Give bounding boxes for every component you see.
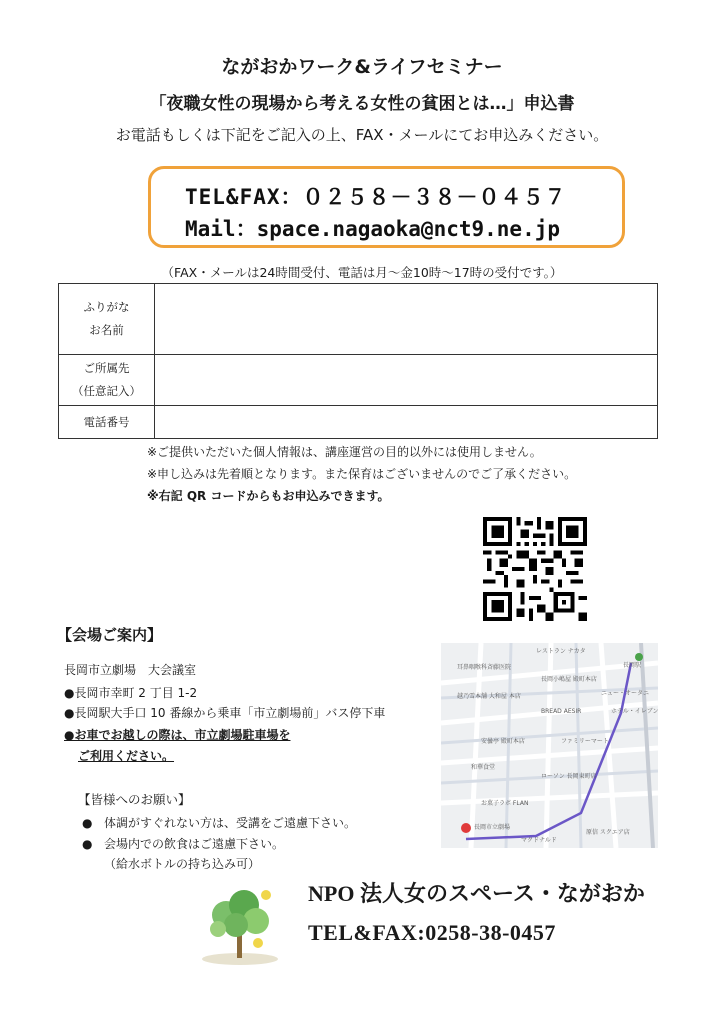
map-label: 原信 スクエア店 bbox=[586, 829, 630, 836]
map-label: マクドナルド bbox=[521, 837, 557, 844]
label-phone: 電話番号 bbox=[83, 414, 130, 429]
label-name: お名前 bbox=[89, 323, 124, 337]
map-label: お菓子ラボ FLAN bbox=[481, 800, 529, 807]
bullet-icon: ● bbox=[82, 837, 93, 851]
note-privacy: ※ご提供いただいた個人情報は、講座運営の目的以外には使用しません。 bbox=[147, 445, 542, 459]
qr-code[interactable] bbox=[483, 517, 587, 621]
map-label: 安曇亭 殿町本店 bbox=[481, 738, 525, 745]
request-item bbox=[82, 814, 356, 831]
form-row-name bbox=[59, 284, 657, 355]
instruction: お電話もしくは下記をご記入の上、FAX・メールにてお申込みください。 bbox=[115, 126, 609, 144]
venue-parking-2: ご利用ください。 bbox=[78, 749, 175, 763]
organization-name: NPO 法人女のスペース・ながおか bbox=[308, 881, 645, 906]
form-label bbox=[59, 284, 155, 354]
bullet-icon: ● bbox=[82, 816, 93, 830]
map-label: ニュー・オータニ bbox=[601, 690, 650, 697]
venue-pin-icon bbox=[461, 823, 471, 833]
map-label: ファミリーマート bbox=[561, 738, 609, 745]
map-label: ローソン 長岡東町店 bbox=[541, 773, 597, 780]
station-pin-icon bbox=[635, 653, 643, 661]
label-furigana: ふりがな bbox=[83, 300, 130, 314]
map-label: 耳鼻咽喉科斉藤医院 bbox=[457, 664, 512, 671]
map-label: ホテル・イレブン bbox=[611, 708, 658, 715]
map-label: レストラン ナカタ bbox=[536, 648, 586, 655]
label-optional: （任意記入） bbox=[72, 384, 141, 398]
seminar-title: 「夜職女性の現場から考える女性の貧困とは…」申込書 bbox=[149, 94, 575, 114]
venue-address: ●長岡市幸町 2 丁目 1-2 bbox=[64, 686, 198, 700]
label-affiliation: ご所属先 bbox=[83, 361, 130, 375]
venue-heading: 【会場ご案内】 bbox=[57, 626, 163, 644]
map-label: BREAD AESIR bbox=[541, 708, 582, 715]
form-row-affiliation bbox=[59, 355, 657, 406]
map-label: 長岡小嶋屋 殿町本店 bbox=[541, 676, 597, 683]
map-label: 長岡市立劇場 bbox=[474, 824, 511, 831]
map-label: 和華食堂 bbox=[471, 764, 496, 771]
requests-heading: 【皆様へのお願い】 bbox=[78, 792, 191, 807]
map-label: 長岡駅 bbox=[623, 662, 642, 669]
venue-parking: ●お車でお越しの際は、市立劇場駐車場を bbox=[64, 728, 291, 742]
mail-address[interactable]: Mail：space.nagaoka@nct9.ne.jp bbox=[185, 217, 561, 241]
note-qr: ※右記 QR コードからもお申込みできます。 bbox=[147, 489, 390, 503]
tel-fax: TEL&FAX：０２５８－３８－０４５７ bbox=[185, 185, 567, 209]
affiliation-field[interactable] bbox=[155, 355, 657, 405]
phone-field[interactable] bbox=[155, 406, 657, 438]
application-form bbox=[58, 283, 658, 439]
venue-bus: ●長岡駅大手口 10 番線から乗車「市立劇場前」バス停下車 bbox=[64, 706, 386, 720]
form-label bbox=[59, 355, 155, 405]
title: ながおかワーク&ライフセミナー bbox=[221, 56, 503, 78]
request-text: 会場内での飲食はご遠慮下さい。 bbox=[104, 837, 285, 851]
name-field[interactable] bbox=[155, 284, 657, 354]
request-sub: （給水ボトルの持ち込み可） bbox=[104, 857, 261, 871]
form-label bbox=[59, 406, 155, 438]
venue-place: 長岡市立劇場 大会議室 bbox=[64, 663, 197, 677]
request-text: 体調がすぐれない方は、受講をご遠慮下さい。 bbox=[104, 816, 357, 830]
form-row-phone bbox=[59, 406, 657, 438]
hours-note: （FAX・メールは24時間受付、電話は月～金10時～17時の受付です。） bbox=[161, 265, 563, 280]
organization-tel: TEL&FAX:0258-38-0457 bbox=[308, 920, 556, 945]
contact-box bbox=[148, 166, 625, 248]
venue-map[interactable] bbox=[441, 643, 658, 848]
request-item bbox=[82, 835, 284, 852]
tree-logo-icon bbox=[196, 885, 282, 967]
note-first-come: ※申し込みは先着順となります。また保育はございませんのでご了承ください。 bbox=[147, 467, 577, 481]
map-label: 越乃雪本舗 大和屋 本店 bbox=[457, 693, 521, 700]
